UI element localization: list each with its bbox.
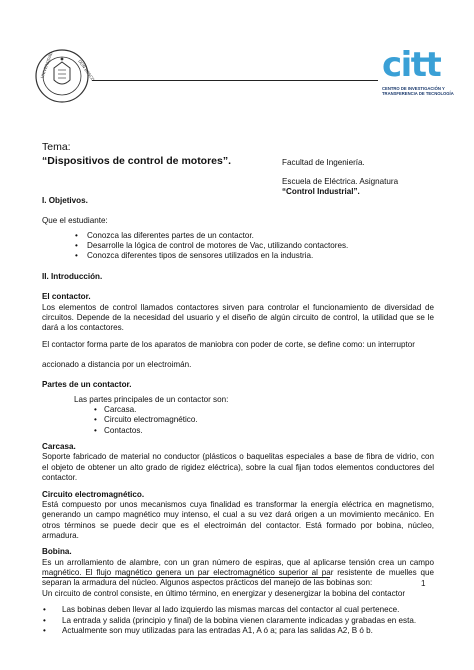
school-name: Escuela de Eléctrica. Asignatura — [282, 176, 399, 186]
university-seal-logo — [34, 48, 96, 104]
list-item: • Contactos. — [94, 426, 434, 436]
citt-logo-subtitle: CENTRO DE INVESTIGACIÓN Y TRANSFERENCIA DE TECNOLOGÍA — [382, 86, 454, 96]
list-item: • Conozca diferentes tipos de sensores utilizados en la industria. — [75, 251, 434, 261]
contactor-paragraph: Los elementos de control llamados contactores sirven para controlar el funcionamiento de diversidad de circuitos. Depende de la necesidad del usuario y el diseño de algún circuito de control, la utilidad que se le dará a los contactores. — [42, 302, 434, 333]
bobina-control-note: Un circuito de control consiste, en último término, en energizar y desenergizar la bobina del contactor — [42, 588, 406, 598]
list-item: • Conozca las diferentes partes de un contactor. — [75, 231, 434, 241]
contactor-definition-cont: accionado a distancia por un electroimán. — [42, 359, 192, 369]
svg-text:DON BOSCO: DON BOSCO — [77, 58, 96, 82]
page-number: 1 — [421, 579, 426, 588]
parts-intro: Las partes principales de un contactor son: — [74, 394, 229, 404]
citt-logo-text: citt — [382, 45, 441, 85]
citt-logo — [382, 45, 458, 106]
list-item: • Carcasa. — [94, 405, 434, 415]
carcasa-heading: Carcasa. — [42, 442, 76, 452]
tema-label: Tema: — [42, 141, 71, 153]
objectives-list — [75, 231, 434, 262]
list-item: • Actualmente son muy utilizadas para las entradas A1, A ó a; para las salidas A2, B ó b. — [42, 626, 434, 636]
list-item: • Las bobinas deben llevar al lado izquierdo las mismas marcas del contactor al cual pertenece. — [42, 605, 434, 615]
objectives-intro: Que el estudiante: — [42, 216, 108, 226]
faculty-info — [282, 158, 432, 198]
subject-name: “Control Industrial”. — [282, 187, 360, 197]
objectives-heading: I. Objetivos. — [42, 196, 88, 205]
list-item: • La entrada y salida (principio y final) de la bobina vienen claramente indicadas y grabadas en esta. — [42, 616, 434, 626]
bobina-list — [42, 605, 434, 636]
document-body — [42, 196, 434, 636]
svg-text:UNIVERSIDAD: UNIVERSIDAD — [39, 51, 54, 79]
carcasa-paragraph: Soporte fabricado de material no conductor (plásticos o baquelitas especiales a base de fibra de vidrio, con el objeto de obtener un alto grado de rigidez eléctrica), sobre la cual fijan todos elementos conductores del contactor. — [42, 452, 434, 483]
header-rule — [92, 80, 378, 81]
parts-heading: Partes de un contactor. — [42, 380, 132, 390]
parts-list — [94, 405, 434, 436]
footer-rule — [42, 577, 330, 578]
list-item: • Circuito electromagnético. — [94, 415, 434, 425]
introduction-heading: II. Introducción. — [42, 271, 103, 281]
contactor-definition: El contactor forma parte de los aparatos de maniobra con poder de corte, se define como: un interruptor — [42, 339, 415, 349]
faculty-name: Facultad de Ingeniería. — [282, 158, 365, 167]
circuito-heading: Circuito electromagnético. — [42, 489, 145, 499]
circuito-paragraph: Está compuesto por unos mecanismos cuya finalidad es transformar la energía eléctrica en magnetismo, generando un campo magnético muy intenso, el cual a su vez dará origen a un movimiento mecánico. En otros términos se puede decir que es el electroimán del contactor. Está formado por bobina, núcleo, armadura. — [42, 499, 434, 540]
contactor-heading: El contactor. — [42, 292, 91, 302]
tema-title: “Dispositivos de control de motores”. — [42, 155, 232, 167]
list-item: • Desarrolle la lógica de control de motores de Vac, utilizando contactores. — [75, 241, 434, 251]
bobina-heading: Bobina. — [42, 547, 72, 557]
bobina-paragraph: Es un arrollamiento de alambre, con un gran número de espiras, que al aplicarse tensión crea un campo magnético. El flujo magnético genera un par electromagnético superior al par resistente de muelles que separan la armadura del núcleo. Algunos aspectos prácticos del manejo de las bobinas son: — [42, 557, 434, 588]
